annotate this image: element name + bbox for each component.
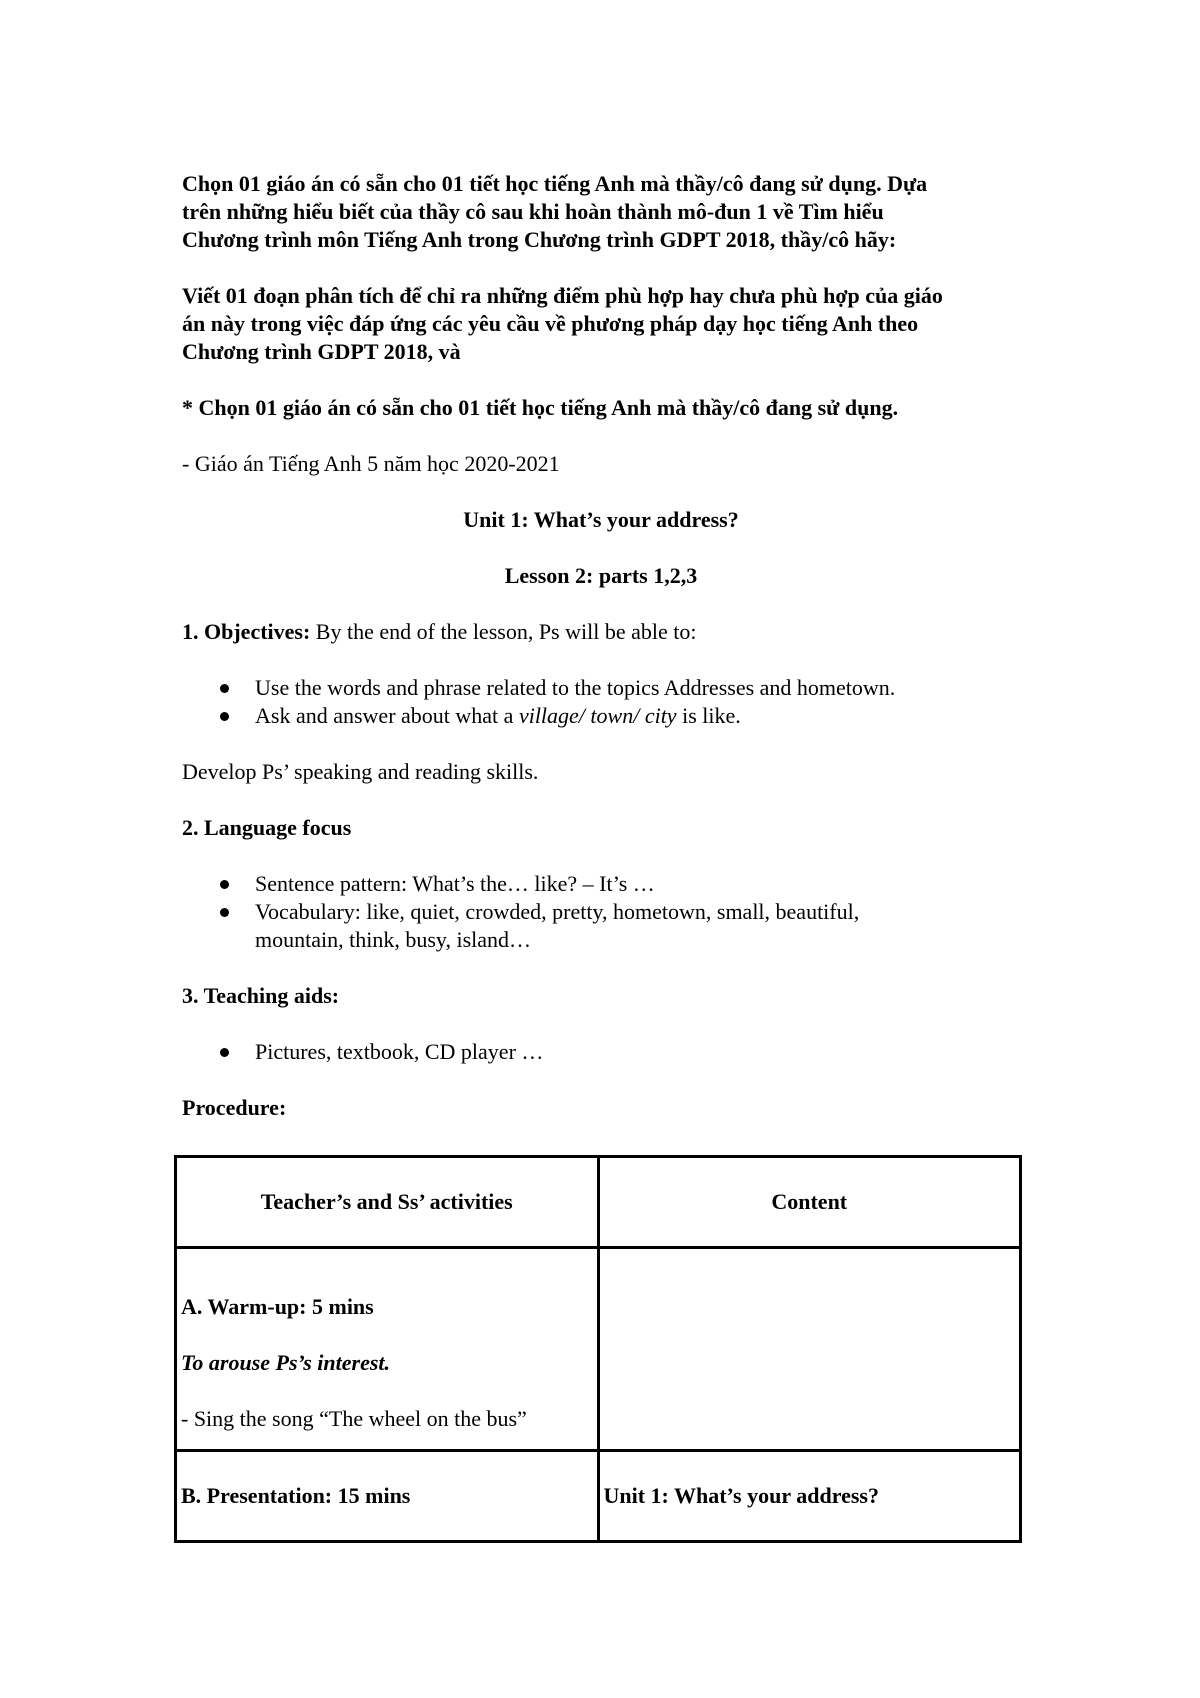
bullet-icon <box>220 908 229 917</box>
warmup-content-cell <box>598 1248 1021 1451</box>
list-item <box>182 1038 1020 1066</box>
table-row <box>176 1248 1021 1451</box>
objectives-list <box>182 674 1020 730</box>
warmup-cell <box>176 1248 599 1451</box>
document-page <box>182 170 1020 1122</box>
intro-line-2: trên những hiểu biết của thầy cô sau khi hoàn thành mô-đun 1 về Tìm hiểu <box>182 199 884 224</box>
objectives-heading: 1. Objectives: <box>182 619 311 644</box>
language-focus-heading: 2. Language focus <box>182 815 352 840</box>
language-focus-list <box>182 870 1020 954</box>
warmup-aim: To arouse Ps’s interest. <box>181 1350 391 1375</box>
objectives-intro: By the end of the lesson, Ps will be able to: <box>310 619 697 644</box>
task-line-1: Viết 01 đoạn phân tích để chỉ ra những điểm phù hợp hay chưa phù hợp của giáo <box>182 283 943 308</box>
list-item-text: Use the words and phrase related to the topics Addresses and hometown. <box>255 675 896 700</box>
lesson-title: Lesson 2: parts 1,2,3 <box>504 563 698 588</box>
table-header-content: Content <box>598 1157 1021 1248</box>
list-item <box>182 674 1020 702</box>
list-item <box>182 898 1020 954</box>
plan-name: - Giáo án Tiếng Anh 5 năm học 2020-2021 <box>182 451 560 476</box>
list-item-text-continued: mountain, think, busy, island… <box>255 927 532 952</box>
list-item-text: Vocabulary: like, quiet, crowded, pretty, hometown, small, beautiful, <box>255 899 860 924</box>
list-item-text: Ask and answer about what a <box>255 703 519 728</box>
teaching-aids-list <box>182 1038 1020 1066</box>
bullet-icon <box>220 1048 229 1057</box>
presentation-title: B. Presentation: 15 mins <box>181 1483 411 1508</box>
list-item <box>182 702 1020 730</box>
list-item-text-end: is like. <box>676 703 741 728</box>
table-header-row <box>176 1157 1021 1248</box>
list-item <box>182 870 1020 898</box>
develop-skills: Develop Ps’ speaking and reading skills. <box>182 759 539 784</box>
presentation-content-cell <box>598 1451 1021 1542</box>
presentation-cell <box>176 1451 599 1542</box>
unit-title: Unit 1: What’s your address? <box>463 507 739 532</box>
table-header-activities: Teacher’s and Ss’ activities <box>176 1157 599 1248</box>
teaching-aids-heading: 3. Teaching aids: <box>182 983 340 1008</box>
choose-instruction: * Chọn 01 giáo án có sẵn cho 01 tiết học tiếng Anh mà thầy/cô đang sử dụng. <box>182 395 899 420</box>
task-line-2: án này trong việc đáp ứng các yêu cầu về phương pháp dạy học tiếng Anh theo <box>182 311 919 336</box>
list-item-text: Sentence pattern: What’s the… like? – It’s … <box>255 871 655 896</box>
bullet-icon <box>220 712 229 721</box>
intro-line-3: Chương trình môn Tiếng Anh trong Chương trình GDPT 2018, thầy/cô hãy: <box>182 227 897 252</box>
task-line-3: Chương trình GDPT 2018, và <box>182 339 461 364</box>
list-item-text: Pictures, textbook, CD player … <box>255 1039 544 1064</box>
list-item-emphasis: village/ town/ city <box>518 703 677 728</box>
bullet-icon <box>220 880 229 889</box>
warmup-aim-line <box>181 1349 593 1377</box>
procedure-table <box>174 1155 1022 1543</box>
procedure-heading: Procedure: <box>182 1095 287 1120</box>
warmup-activity: - Sing the song “The wheel on the bus” <box>181 1406 527 1431</box>
presentation-content: Unit 1: What’s your address? <box>603 1483 879 1508</box>
intro-line-1: Chọn 01 giáo án có sẵn cho 01 tiết học tiếng Anh mà thầy/cô đang sử dụng. Dựa <box>182 171 928 196</box>
table-row <box>176 1451 1021 1542</box>
warmup-title: A. Warm-up: 5 mins <box>181 1294 374 1319</box>
objectives-paragraph <box>182 618 1020 646</box>
bullet-icon <box>220 684 229 693</box>
